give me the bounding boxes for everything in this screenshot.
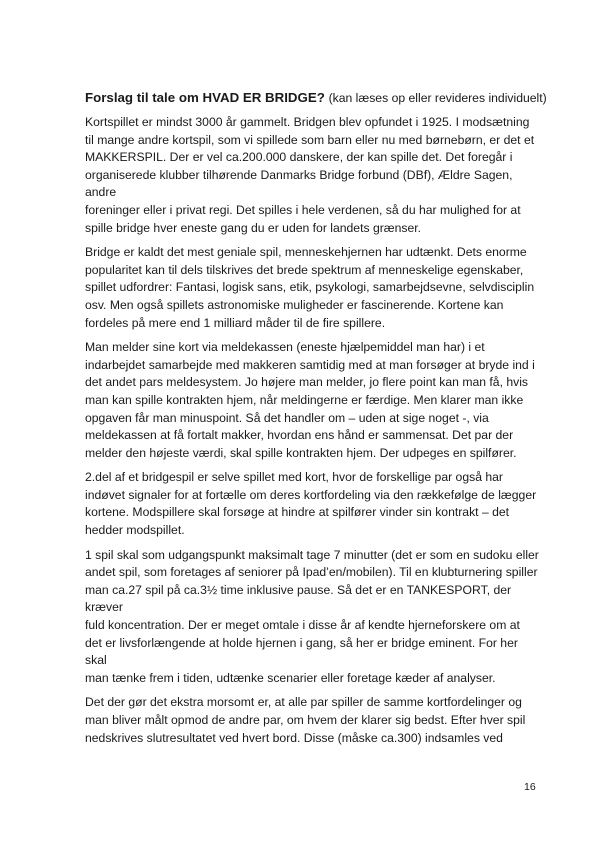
page-heading xyxy=(85,89,547,107)
paragraph-bidding: Man melder sine kort via meldekassen (eneste hjælpemiddel man har) i et indarbejdet samarbejde med makkeren samtidig med at man forsøger at bryde ind i det andet pars meldesystem. Jo højere man melder, jo flere point kan man få, hvis man kan spille kontrakten hjem, når meldingerne er færdige. Men klarer man ikke opgaven får man minuspoint. Så det handler om – uden at sige noget -, via meldekassen at få fortalt makker, hvordan ens hånd er sammensat. Det par der melder den højeste værdi, skal spille kontrakten hjem. Der udpeges en spilfører. xyxy=(85,340,535,460)
heading-note: (kan læses op eller revideres individuelt) xyxy=(328,91,547,105)
paragraph-scoring: Det der gør det ekstra morsomt er, at alle par spiller de samme kortfordelinger og man bliver målt opmod de andre par, om hvem der klarer sig bedst. Efter hver spil nedskrives slutresultatet ved hvert bord. Disse (måske ca.300) indsamles ved xyxy=(85,695,526,745)
paragraph-timing: 1 spil skal som udgangspunkt maksimalt tage 7 minutter (det er som en sudoku eller andet spil, som foretages af seniorer på Ipad’en/mobilen). Til en klubturnering spiller man ca.27 spil på ca.3½ time inklusive pause. Så det er en TANKESPORT, der kræver fuld koncentration. Der er meget omtale i disse år af kendte hjerneforskere om at det er livsforlængende at holde hjernen i gang, så her er bridge eminent. For her skal man tænke frem i tiden, udtænke scenarier eller foretage kæder af analyser. xyxy=(85,547,539,685)
page-number: 16 xyxy=(524,781,536,793)
paragraph-popularity: Bridge er kaldt det mest geniale spil, menneskehjernen har udtænkt. Dets enorme popularitet kan til dels tilskrives det brede spektrum af menneskelige egenskaber, spillet udfordrer: Fantasi, logisk sans, etik, psykologi, samarbejdsevne, selvdisciplin osv. Men også spillets astronomiske muligheder er fascinerende. Kortene kan fordeles på mere end 1 milliard måder til de fire spillere. xyxy=(85,245,535,330)
paragraph-play: 2.del af et bridgespil er selve spillet med kort, hvor de forskellige par også har indøvet signaler for at fortælle om deres kortfordeling via den rækkefølge de lægger kortene. Modspillere skal forsøge at hindre at spilfører vinder sin kontrakt – det hedder modspillet. xyxy=(85,470,537,538)
page-content xyxy=(85,89,547,754)
heading-title: Forslag til tale om HVAD ER BRIDGE? xyxy=(85,90,325,105)
paragraph-history: Kortspillet er mindst 3000 år gammelt. Bridgen blev opfundet i 1925. I modsætning til mange andre kortspil, som vi spillede som barn eller nu med børnebørn, er det et MAKKERSPIL. Der er vel ca.200.000 danskere, der kan spille det. Det foregår i organiserede klubber tilhørende Danmarks Bridge forbund (DBf), Ældre Sagen, andre foreninger eller i privat regi. Det spilles i hele verdenen, så du har mulighed for at spille bridge hver eneste gang du er uden for landets grænser. xyxy=(85,115,535,235)
